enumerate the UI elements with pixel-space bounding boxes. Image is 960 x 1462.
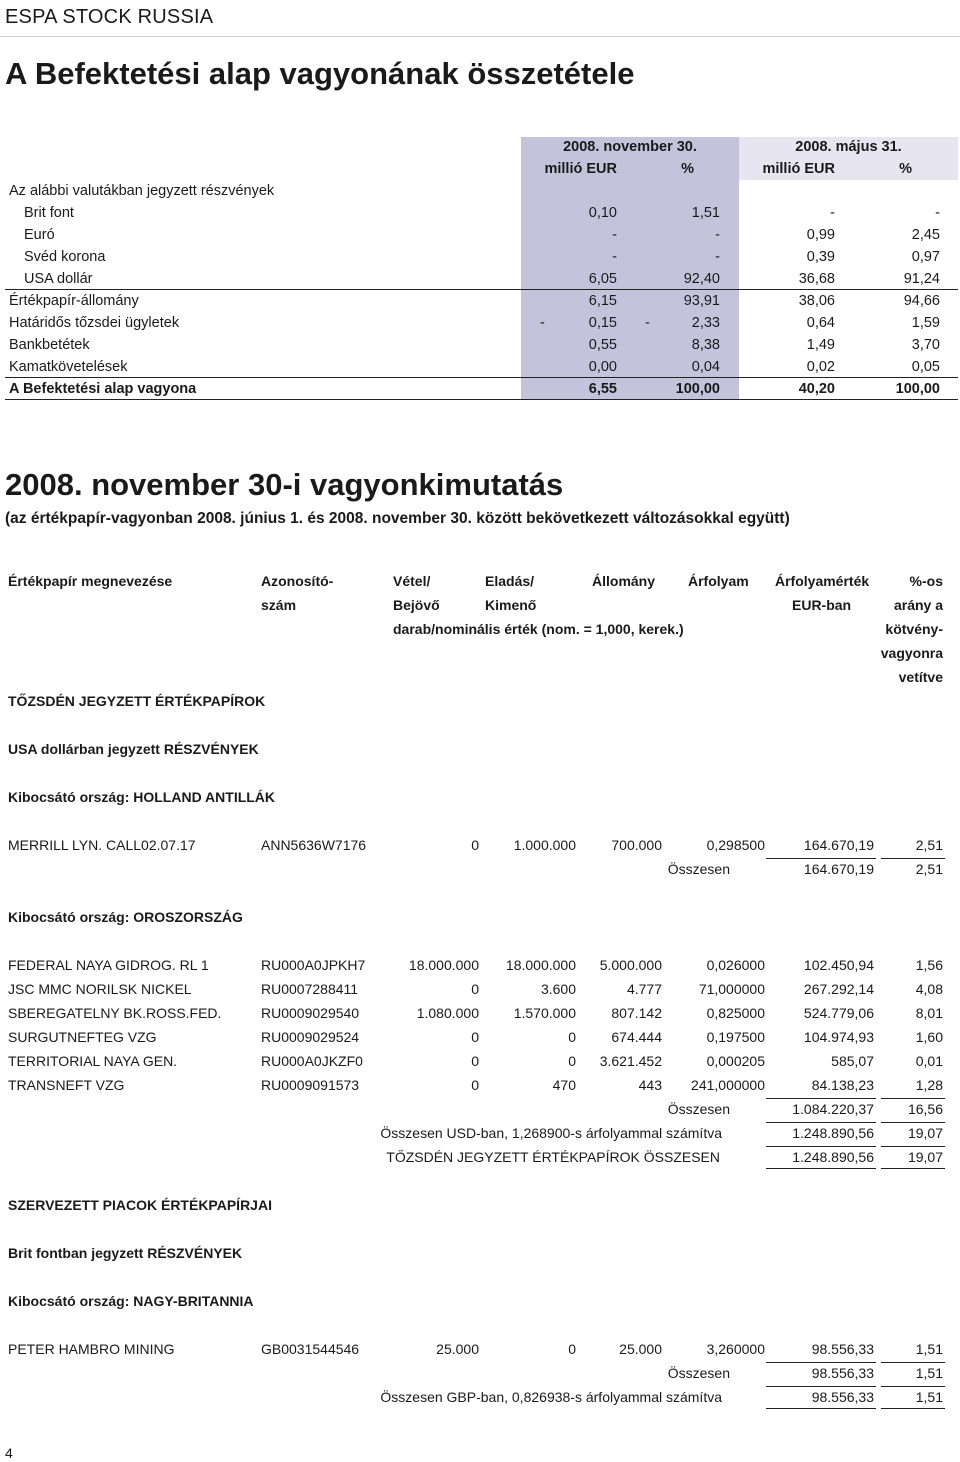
gbp-total-value: 98.556,33	[811, 1389, 874, 1405]
comp-row-c: 1,49	[806, 337, 835, 353]
issuer-netherlands-antilles: Kibocsátó ország: HOLLAND ANTILLÁK	[8, 789, 276, 805]
security-sell: 1.000.000	[513, 837, 576, 853]
issuer-great-britain: Kibocsátó ország: NAGY-BRITANNIA	[8, 1293, 254, 1309]
underline-ru-pct	[881, 1098, 945, 1099]
divider-1	[5, 289, 958, 290]
uk-total-value: 98.556,33	[811, 1365, 874, 1381]
usd-total-pct: 19,07	[907, 1125, 943, 1141]
comp-row-a: -	[612, 249, 617, 265]
security-holding: 25.000	[619, 1341, 662, 1357]
comp-row-b: 0,04	[691, 359, 720, 375]
uk-total-label: Összesen	[667, 1365, 730, 1381]
underline-na-value	[766, 858, 876, 859]
security-pct: 2,51	[915, 837, 943, 853]
underline-gbp-pct	[881, 1386, 945, 1387]
underline-uk-pct	[881, 1362, 945, 1363]
comp-row-label: Határidős tőzsdei ügyletek	[9, 315, 180, 331]
comp-row-label: Euró	[24, 227, 55, 243]
security-value: 98.556,33	[811, 1341, 874, 1357]
underline-listed-pct-bottom	[881, 1168, 945, 1169]
underline-ru-value	[766, 1098, 876, 1099]
total-b: 100,00	[675, 381, 720, 397]
hdr-pct1: %-os	[909, 573, 943, 589]
security-id: RU0009029540	[261, 1005, 360, 1021]
security-holding: 3.621.452	[599, 1053, 662, 1069]
security-name: TRANSNEFT VZG	[8, 1077, 125, 1093]
comp-row-b: 1,51	[691, 205, 720, 221]
gbp-total-label: Összesen GBP-ban, 0,826938-s árfolyammal számítva	[380, 1389, 722, 1405]
total-a: 6,55	[588, 381, 617, 397]
underline-usd-pct	[881, 1122, 945, 1123]
uk-total-pct: 1,51	[915, 1365, 943, 1381]
security-price: 71,000000	[698, 981, 765, 997]
comp-row-label: Brit font	[24, 205, 74, 221]
hdr-pct2: arány a	[893, 597, 943, 613]
security-value: 84.138,23	[811, 1077, 874, 1093]
hdr-id2: szám	[261, 597, 297, 613]
divider-3	[5, 399, 958, 400]
security-pct: 1,28	[915, 1077, 943, 1093]
security-name: MERRILL LYN. CALL02.07.17	[8, 837, 196, 853]
hdr-pct3: kötvény-	[885, 621, 943, 637]
security-buy: 0	[471, 837, 479, 853]
comp-row-a: 0,10	[588, 205, 617, 221]
security-price: 241,000000	[691, 1077, 765, 1093]
comp-row-b: 8,38	[691, 337, 720, 353]
hdr-holding: Állomány	[592, 573, 656, 589]
comp-row-b-sign: -	[645, 315, 650, 331]
security-sell: 3.600	[540, 981, 576, 997]
usd-shares-heading: USA dollárban jegyzett RÉSZVÉNYEK	[8, 741, 259, 757]
security-sell: 0	[568, 1341, 576, 1357]
security-pct: 0,01	[915, 1053, 943, 1069]
underline-listed-pct	[881, 1146, 945, 1147]
security-id: GB0031544546	[261, 1341, 360, 1357]
usd-total-label: Összesen USD-ban, 1,268900-s árfolyammal számítva	[380, 1125, 722, 1141]
divider-2	[5, 377, 958, 378]
period-nov: 2008. november 30.	[563, 139, 697, 155]
security-sell: 470	[552, 1077, 576, 1093]
security-buy: 18.000.000	[408, 957, 479, 973]
hdr-buy2: Bejövő	[393, 597, 440, 613]
gbp-shares-heading: Brit fontban jegyzett RÉSZVÉNYEK	[8, 1245, 243, 1261]
security-price: 0,026000	[706, 957, 765, 973]
hdr-pct4: vagyonra	[880, 645, 943, 661]
underline-listed-value	[766, 1146, 876, 1147]
comp-row-d: 91,24	[903, 271, 940, 287]
usd-total-value: 1.248.890,56	[792, 1125, 874, 1141]
comp-row-a: 6,15	[588, 293, 617, 309]
na-total-value: 164.670,19	[803, 861, 874, 877]
security-pct: 1,56	[915, 957, 943, 973]
comp-row-b: -	[715, 249, 720, 265]
security-price: 3,260000	[706, 1341, 765, 1357]
security-holding: 4.777	[626, 981, 662, 997]
comp-row-a-sign: -	[540, 315, 545, 331]
comp-row-b: 92,40	[683, 271, 720, 287]
security-buy: 25.000	[436, 1341, 479, 1357]
security-sell: 0	[568, 1029, 576, 1045]
hdr-id1: Azonosító-	[261, 573, 334, 589]
comp-row-a: 0,15	[588, 315, 617, 331]
security-pct: 4,08	[915, 981, 943, 997]
security-holding: 807.142	[611, 1005, 662, 1021]
security-holding: 700.000	[611, 837, 662, 853]
security-id: RU000A0JPKH7	[261, 957, 366, 973]
section-label: Az alábbi valutákban jegyzett részvények	[9, 183, 275, 199]
security-price: 0,298500	[706, 837, 765, 853]
security-price: 0,000205	[706, 1053, 765, 1069]
comp-row-c: 0,99	[806, 227, 835, 243]
comp-row-d: 1,59	[911, 315, 940, 331]
comp-row-d: 94,66	[903, 293, 940, 309]
comp-row-c: 36,68	[798, 271, 835, 287]
comp-row-a: -	[612, 227, 617, 243]
col-pct-may: %	[899, 161, 912, 177]
comp-row-c: 0,02	[806, 359, 835, 375]
security-name: JSC MMC NORILSK NICKEL	[8, 981, 192, 997]
comp-row-d: -	[935, 205, 940, 221]
hdr-sell2: Kimenő	[485, 597, 537, 613]
comp-row-b: 93,91	[683, 293, 720, 309]
security-name: SBEREGATELNY BK.ROSS.FED.	[8, 1005, 222, 1021]
underline-na-pct	[881, 858, 945, 859]
hdr-name: Értékpapír megnevezése	[8, 573, 173, 589]
security-sell: 1.570.000	[513, 1005, 576, 1021]
comp-row-d: 2,45	[911, 227, 940, 243]
col-pct-nov: %	[681, 161, 694, 177]
security-value: 585,07	[831, 1053, 874, 1069]
comp-row-b: 2,33	[691, 315, 720, 331]
comp-row-label: Svéd korona	[24, 249, 106, 265]
underline-uk-value	[766, 1362, 876, 1363]
statement-heading: 2008. november 30-i vagyonkimutatás	[5, 467, 564, 502]
na-total-pct: 2,51	[915, 861, 943, 877]
total-c: 40,20	[798, 381, 835, 397]
security-holding: 674.444	[611, 1029, 662, 1045]
listed-total-pct: 19,07	[907, 1149, 943, 1165]
statement-subheading: (az értékpapír-vagyonban 2008. június 1. és 2008. november 30. között bekövetkezett változásokkal együtt)	[5, 510, 790, 527]
listed-total-label: TŐZSDÉN JEGYZETT ÉRTÉKPAPÍROK ÖSSZESEN	[386, 1149, 720, 1165]
underline-gbp-pct-bottom	[881, 1408, 945, 1409]
hdr-price: Árfolyam	[688, 573, 749, 589]
comp-row-a: 0,55	[588, 337, 617, 353]
period-may: 2008. május 31.	[795, 139, 902, 155]
security-buy: 0	[471, 981, 479, 997]
security-price: 0,825000	[706, 1005, 765, 1021]
issuer-russia: Kibocsátó ország: OROSZORSZÁG	[8, 909, 243, 925]
security-sell: 18.000.000	[505, 957, 576, 973]
page-title: A Befektetési alap vagyonának összetétele	[5, 56, 635, 91]
security-sell: 0	[568, 1053, 576, 1069]
security-buy: 0	[471, 1029, 479, 1045]
security-name: TERRITORIAL NAYA GEN.	[8, 1053, 178, 1069]
section-listed: TŐZSDÉN JEGYZETT ÉRTÉKPAPÍROK	[8, 693, 266, 709]
listed-total-value: 1.248.890,56	[792, 1149, 874, 1165]
security-pct: 1,60	[915, 1029, 943, 1045]
security-value: 104.974,93	[803, 1029, 874, 1045]
underline-usd-value	[766, 1122, 876, 1123]
security-id: ANN5636W7176	[261, 837, 367, 853]
section-otc: SZERVEZETT PIACOK ÉRTÉKPAPÍRJAI	[8, 1197, 272, 1213]
comp-row-c: 38,06	[798, 293, 835, 309]
comp-row-a: 6,05	[588, 271, 617, 287]
hdr-value1: Árfolyamérték	[775, 573, 870, 589]
security-id: RU0007288411	[261, 981, 359, 997]
security-value: 102.450,94	[803, 957, 874, 973]
page-number: 4	[5, 1445, 13, 1461]
hdr-sell1: Eladás/	[485, 573, 535, 589]
comp-row-a: 0,00	[588, 359, 617, 375]
comp-row-d: 0,97	[911, 249, 940, 265]
security-value: 524.779,06	[803, 1005, 874, 1021]
hdr-buy1: Vétel/	[393, 573, 431, 589]
comp-row-d: 3,70	[911, 337, 940, 353]
comp-row-c: 0,64	[806, 315, 835, 331]
comp-row-label: Értékpapír-állomány	[9, 293, 139, 309]
comp-row-c: 0,39	[806, 249, 835, 265]
underline-listed-value-bottom	[766, 1168, 876, 1169]
security-pct: 1,51	[915, 1341, 943, 1357]
security-price: 0,197500	[706, 1029, 765, 1045]
col-meur-nov: millió EUR	[544, 161, 617, 177]
col-meur-may: millió EUR	[762, 161, 835, 177]
comp-row-label: Bankbetétek	[9, 337, 90, 353]
security-name: SURGUTNEFTEG VZG	[8, 1029, 157, 1045]
hdr-units: darab/nominális érték (nom. = 1,000, kerek.)	[393, 621, 684, 637]
security-id: RU000A0JKZF0	[261, 1053, 363, 1069]
security-buy: 0	[471, 1077, 479, 1093]
comp-row-d: 0,05	[911, 359, 940, 375]
comp-row-label: Kamatkövetelések	[9, 359, 128, 375]
ru-total-value: 1.084.220,37	[792, 1101, 874, 1117]
ru-total-label: Összesen	[667, 1101, 730, 1117]
underline-gbp-value-bottom	[766, 1408, 876, 1409]
security-pct: 8,01	[915, 1005, 943, 1021]
na-total-label: Összesen	[667, 861, 730, 877]
total-d: 100,00	[895, 381, 940, 397]
comp-row-c: -	[830, 205, 835, 221]
security-value: 164.670,19	[803, 837, 874, 853]
comp-row-b: -	[715, 227, 720, 243]
total-label: A Befektetési alap vagyona	[9, 381, 197, 397]
security-id: RU0009091573	[261, 1077, 360, 1093]
hdr-pct5: vetítve	[898, 669, 943, 685]
security-holding: 443	[638, 1077, 662, 1093]
security-buy: 1.080.000	[416, 1005, 479, 1021]
gbp-total-pct: 1,51	[915, 1389, 943, 1405]
security-id: RU0009029524	[261, 1029, 360, 1045]
security-holding: 5.000.000	[599, 957, 662, 973]
security-name: PETER HAMBRO MINING	[8, 1341, 175, 1357]
comp-row-label: USA dollár	[24, 271, 93, 287]
brand-name: ESPA STOCK RUSSIA	[5, 6, 214, 28]
security-buy: 0	[471, 1053, 479, 1069]
security-name: FEDERAL NAYA GIDROG. RL 1	[8, 957, 209, 973]
hdr-value2: EUR-ban	[792, 597, 852, 613]
underline-gbp-value	[766, 1386, 876, 1387]
ru-total-pct: 16,56	[907, 1101, 943, 1117]
security-value: 267.292,14	[803, 981, 874, 997]
